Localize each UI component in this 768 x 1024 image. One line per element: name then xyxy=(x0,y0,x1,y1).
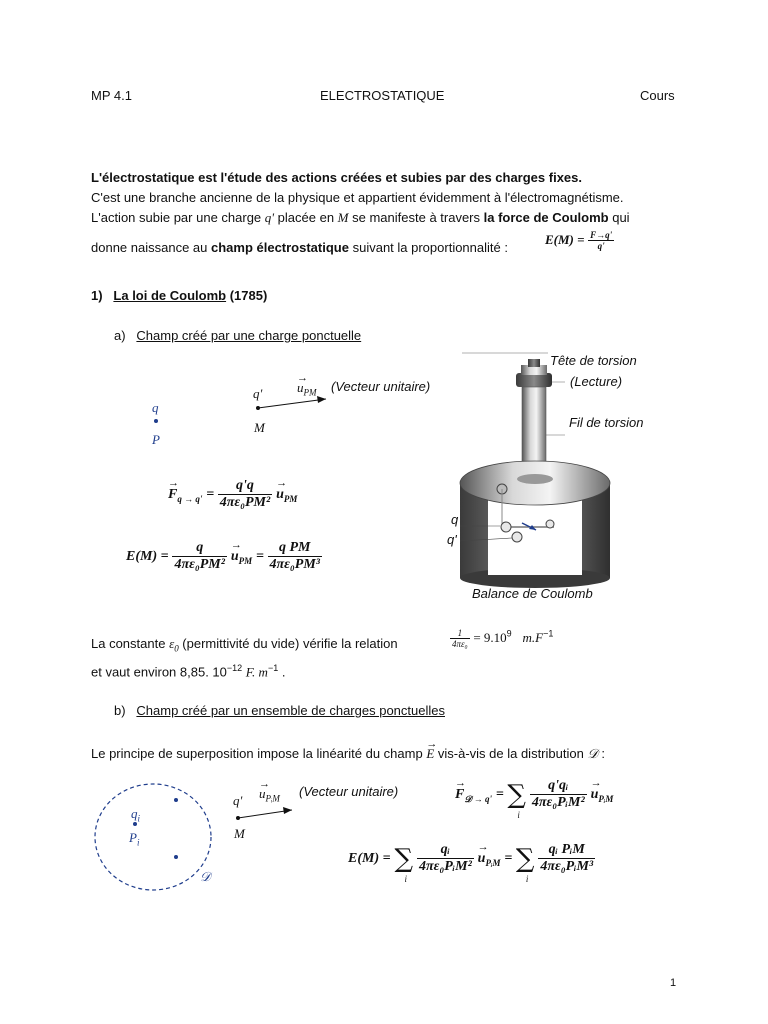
torsion-wire-label: Fil de torsion xyxy=(569,415,644,430)
charge-qprime-label: q' xyxy=(253,386,263,401)
distribution-boundary xyxy=(95,784,211,890)
coulomb-balance-illustration xyxy=(440,345,680,595)
unit-vector-b-label: → $u_{PᵢM}$ xyxy=(259,786,280,807)
charge-qprime-b-label: q' xyxy=(233,793,243,808)
proportionality-equation: E(M) = $\frac{F\to q'}{q'}$ xyxy=(545,230,613,251)
balance-q-label: q xyxy=(451,512,459,527)
header-title: ELECTROSTATIQUE xyxy=(320,88,445,103)
force-sum-equation: → $F_{𝒟 \to q'}$ = ∑ i $\frac{\text{q'qᵢ}}{\text{4πε₀PᵢM²}}$ → $u_{PᵢM}$ xyxy=(455,778,613,811)
field-equation: E(M) = $\frac{q}{\text{4πε₀PM²}}$ → $u_{PM}$ = $\frac{\text{q PM}}{\text{4πε₀PM³}}$ xyxy=(126,540,322,573)
page-number: 1 xyxy=(670,977,677,989)
intro-line-3: L'action subie par une charge q' placée en M se manifeste à travers la force de Coulomb qui xyxy=(91,210,630,225)
header-right: Cours xyxy=(640,88,675,103)
superposition-text: Le principe de superposition impose la linéarité du champ → E vis-à-vis de la distribution 𝒟 : xyxy=(91,746,605,762)
unit-vector-label: → $u_{PM}$ xyxy=(297,380,317,401)
constant-line-1: La constante $\varepsilon_0$ (permittivité du vide) vérifie la relation xyxy=(91,636,398,654)
subsection-b-heading: b) Champ créé par un ensemble de charges ponctuelles xyxy=(114,703,445,718)
torsion-head xyxy=(516,373,552,387)
distribution-d-label: 𝒟 xyxy=(200,869,211,884)
point-pi-label: $P_i$ xyxy=(129,830,140,848)
point-p-label: P xyxy=(152,432,160,447)
point-m-label: M xyxy=(254,420,265,435)
sphere-q xyxy=(501,522,511,532)
torsion-head-note: (Lecture) xyxy=(570,374,623,389)
intro-line-2: C'est une branche ancienne de la physique et appartient évidemment à l'électromagnétisme. xyxy=(91,190,624,205)
torsion-head-label: Tête de torsion xyxy=(550,353,637,368)
header-left: MP 4.1 xyxy=(91,88,132,103)
subsection-a-heading: a) Champ créé par une charge ponctuelle xyxy=(114,328,362,343)
section-1-heading: 1) La loi de Coulomb (1785) xyxy=(91,288,268,303)
unit-vector-note: (Vecteur unitaire) xyxy=(331,379,431,394)
point-m-b-label: M xyxy=(234,826,245,841)
balance-qprime-label: q' xyxy=(447,532,457,547)
coulomb-force-equation: → $F_{q \to q'}$ = $\frac{q'q}{\text{4πε₀PM²}}$ → $u_{PM}$ xyxy=(168,478,297,511)
charge-qi-label: $q_i$ xyxy=(131,806,141,824)
unit-vector-b-note: (Vecteur unitaire) xyxy=(299,784,399,799)
constant-line-2: et vaut environ 8,85. $10^{-12}$ F. $m^{-1}$ . xyxy=(91,663,286,680)
balance-caption: Balance de Coulomb xyxy=(472,586,593,601)
field-sum-equation: E(M) = ∑ i $\frac{\text{qᵢ}}{\text{4πε₀PᵢM²}}$ → $u_{PᵢM}$ = ∑ i $\frac{\text{qᵢ PᵢM}}{\text{4πε₀PᵢM³}}$ xyxy=(348,842,595,875)
charge-q-label: q xyxy=(152,400,159,415)
intro-line-4: donne naissance au champ électrostatique suivant la proportionnalité : xyxy=(91,240,508,255)
intro-line-1: L'électrostatique est l'étude des actions créées et subies par des charges fixes. xyxy=(91,170,582,185)
permittivity-relation: $\frac{1}{\text{4πε₀}}$ = $9.10^9$ $m.F^{-1}$ xyxy=(452,628,554,649)
sphere-qprime xyxy=(512,532,522,542)
charge-p-dot xyxy=(154,419,158,423)
